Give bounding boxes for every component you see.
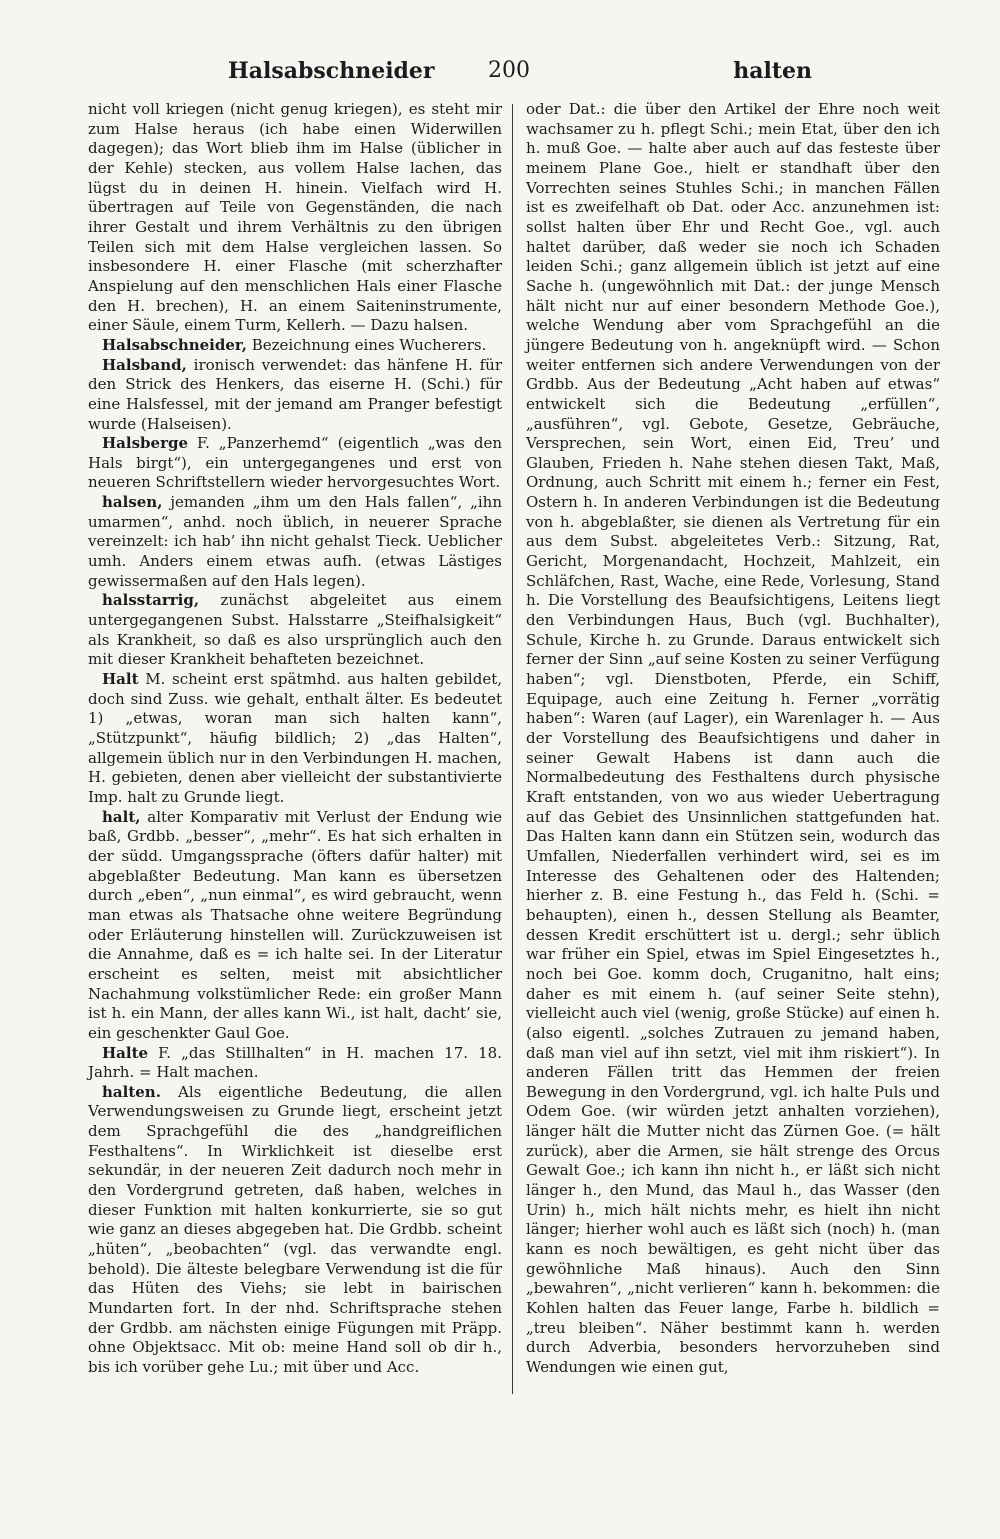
dictionary-entry <box>88 591 502 670</box>
entry-text: F. „das Stillhalten“ in H. machen 17. 18. Jahrh. = Halt machen. <box>88 1043 502 1082</box>
entry-headword: Halsabschneider, <box>102 335 247 354</box>
dictionary-entry <box>88 356 502 435</box>
dictionary-entry <box>88 1083 502 1378</box>
dictionary-entry <box>88 434 502 493</box>
right-column <box>526 100 940 1378</box>
entry-text: jemanden „ihm um den Hals fallen“, „ihn umarmen“, anhd. noch üblich, in neuerer Sprache vereinzelt: ich hab’ ihn nicht gehalst Tieck. Ueblicher umh. Anders einem etwas aufh. (etwas Lästiges gewissermaßen auf den Hals legen). <box>88 493 502 590</box>
header-left-catchword: Halsabschneider <box>228 58 435 84</box>
entry-headword: halsstarrig, <box>102 591 200 610</box>
entry-headword: halt, <box>102 807 141 826</box>
entry-text: oder Dat.: die über den Artikel der Ehre noch weit wachsamer zu h. pflegt Schi.; mein Etat, über den ich h. muß Goe. — halte aber auch auf das festeste über meinem Plane Goe., hielt er standhaft über den Vorrechten seines Stuhles Schi.; in manchen Fällen ist es zweifelhaft ob Dat. oder Acc. anzunehmen ist: sollst halten über Ehr und Recht Goe., vgl. auch haltet darüber, daß weder sie noch ich Schaden leiden Schi.; ganz allgemein üblich ist jetzt auf eine Sache h. (ungewöhnlich mit Dat.: der junge Mensch hält nicht nur auf einer besondern Methode Goe.), welche Wendung aber vom Sprachgefühl an die jüngere Bedeutung von h. angeknüpft wird. — Schon weiter entfernen sich andere Verwendungen von der Grdbb. Aus der Bedeutung „Acht haben auf etwas“ entwickelt sich die Bedeutung „erfüllen“, „ausführen“, vgl. Gebote, Gesetze, Gebräuche, Versprechen, sein Wort, einen Eid, Treu’ und Glauben, Frieden h. Nahe stehen diesen Takt, Maß, Ordnung, auch Schritt mit einem h.; ferner ein Fest, Ostern h. In anderen Verbindungen ist die Bedeutung von h. abgeblaßter, sie dienen als Vertretung für ein aus dem Subst. abgeleitetes Verb.: Sitzung, Rat, Gericht, Morgenandacht, Hochzeit, Mahlzeit, ein Schläfchen, Rast, Wache, eine Rede, Vorlesung, Stand h. Die Vorstellung des Beaufsichtigens, Leitens liegt den Verbindungen Haus, Buch (vgl. Buchhalter), Schule, Kirche h. zu Grunde. Daraus entwickelt sich ferner der Sinn „auf seine Kosten zu seiner Verfügung haben“; vgl. Dienstboten, Pferde, ein Schiff, Equipage, auch eine Zeitung h. Ferner „vorrätig haben“: Waren (auf Lager), ein Warenlager h. — Aus der Vorstellung des Beaufsichtigens und daher in seiner Gewalt Habens ist dann auch die Normalbedeutung des Festhaltens durch physische Kraft entstanden, von wo aus wieder Uebertragung auf das Gebiet des Unsinnlichen stattgefunden hat. Das Halten kann dann ein Stützen sein, wodurch das Umfallen, Niederfallen verhindert wird, sei es im Interesse des Gehaltenen oder des Haltenden; hierher z. B. eine Festung h., das Feld h. (Schi. = behaupten), einen h., dessen Stellung als Beamter, dessen Kredit erschüttert ist u. dergl.; sehr üblich war früher ein Spiel, etwas im Spiel Eingesetztes h., noch bei Goe. komm doch, Cruganitno, halt eins; daher es mit einem h. (auf seiner Seite stehn), vielleicht auch viel (wenig, große Stücke) auf einen h. (also eigentl. „solches Zutrauen zu jemand haben, daß man viel auf ihn setzt, viel mit ihm riskiert“). In anderen Fällen tritt das Hemmen der freien Bewegung in den Vordergrund, vgl. ich halte Puls und Odem Goe. (wir würden jetzt anhalten vorziehen), länger hält die Mutter nicht das Zürnen Goe. (= hält zurück), aber die Armen, sie hält strenge des Orcus Gewalt Goe.; ich kann ihn nicht h., er läßt sich nicht länger h., den Mund, das Maul h., das Wasser (den Urin) h., mich hält nichts mehr, es hielt ihn nicht länger; hierher wohl auch es läßt sich (noch) h. (man kann es noch bewältigen, es geht nicht über das gewöhnliche Maß hinaus). Auch den Sinn „bewahren“, „nicht verlieren“ kann h. bekommen: die Kohlen halten das Feuer lange, Farbe h. bildlich = „treu bleiben“. Näher bestimmt kann h. werden durch Adverbia, besonders hervorzuheben sind Wendungen wie einen gut, <box>526 100 940 1376</box>
entry-headword: halsen, <box>102 493 163 512</box>
dictionary-entry <box>88 336 502 356</box>
entry-text: M. scheint erst spätmhd. aus halten gebildet, doch sind Zuss. wie gehalt, enthalt älter. Es bedeutet 1) „etwas, woran man sich halten kann“, „Stützpunkt“, häufig bildlich; 2) „das Halten“, allgemein üblich nur in den Verbindungen H. machen, H. gebieten, denen aber vielleicht der substantivierte Imp. halt zu Grunde liegt. <box>88 670 502 806</box>
dictionary-entry <box>88 670 502 808</box>
dictionary-entry <box>526 100 940 1378</box>
entry-headword: Halsberge <box>102 434 189 453</box>
page-number: 200 <box>488 58 530 83</box>
running-header <box>88 58 930 88</box>
entry-text: zunächst abgeleitet aus einem untergegangenen Subst. Halsstarre „Steifhalsigkeit“ als Krankheit, so daß es also ursprünglich auch den mit dieser Krankheit behafteten bezeichnet. <box>88 591 502 669</box>
entry-text: F. „Panzerhemd“ (eigentlich „was den Hals birgt“), ein untergegangenes und erst von neueren Schriftstellern wieder hervorgesuchtes Wort. <box>88 434 502 492</box>
entry-text: nicht voll kriegen (nicht genug kriegen), es steht mir zum Halse heraus (ich habe einen Widerwillen dagegen); das Wort blieb ihm im Halse (üblicher in der Kehle) stecken, aus vollem Halse lachen, das lügst du in deinen H. hinein. Vielfach wird H. übertragen auf Teile von Gegenständen, die nach ihrer Gestalt und ihrem Verhältnis zu den übrigen Teilen sich mit dem Halse vergleichen lassen. So insbesondere H. einer Flasche (mit scherzhafter Anspielung auf den menschlichen Hals einer Flasche den H. brechen), H. an einem Saiteninstrumente, einer Säule, einem Turm, Kellerh. — Dazu halsen. <box>88 100 502 335</box>
entry-headword: Halt <box>102 670 139 689</box>
left-column <box>88 100 502 1378</box>
entry-text: Als eigentliche Bedeutung, die allen Verwendungsweisen zu Grunde liegt, erscheint jetzt dem Sprachgefühl die des „handgreiflichen Festhaltens“. In Wirklichkeit ist dieselbe erst sekundär, in der neueren Zeit dadurch noch mehr in den Vordergrund getreten, daß haben, welches in dieser Funktion mit halten konkurrierte, sie so gut wie ganz an dieses abgegeben hat. Die Grdbb. scheint „hüten“, „beobachten“ (vgl. das verwandte engl. behold). Die älteste belegbare Verwendung ist die für das Hüten des Viehs; sie lebt in bairischen Mundarten fort. In der nhd. Schriftsprache stehen der Grdbb. am nächsten einige Fügungen mit Präpp. ohne Objektsacc. Mit ob: meine Hand soll ob dir h., bis ich vorüber gehe Lu.; mit über und Acc. <box>88 1082 502 1376</box>
entry-text: ironisch verwendet: das hänfene H. für den Strick des Henkers, das eiserne H. (Schi.) für eine Halsfessel, mit der jemand am Pranger befestigt wurde (Halseisen). <box>88 355 502 433</box>
entry-text: Bezeichnung eines Wucherers. <box>246 335 487 354</box>
dictionary-entry <box>88 493 502 591</box>
header-right-catchword: halten <box>733 58 812 84</box>
dictionary-entry <box>88 1044 502 1083</box>
dictionary-entry <box>88 808 502 1044</box>
entry-text: alter Komparativ mit Verlust der Endung wie baß, Grdbb. „besser“, „mehr“. Es hat sich erhalten in der südd. Umgangssprache (öfters dafür halter) mit abgeblaßter Bedeutung. Man kann es übersetzen durch „eben“, „nun einmal“, es wird gebraucht, wenn man etwas als Thatsache ohne weitere Begründung oder Erläuterung hinstellen will. Zurückzuweisen ist die Annahme, daß es = ich halte sei. In der Literatur erscheint es selten, meist mit absichtlicher Nachahmung volkstümlicher Rede: ein großer Mann ist h. ein Mann, der alles kann Wi., ist halt, dacht’ sie, ein geschenkter Gaul Goe. <box>88 807 502 1042</box>
entry-headword: Halsband, <box>102 355 187 374</box>
entry-headword: halten. <box>102 1082 161 1101</box>
dictionary-entry <box>88 100 502 336</box>
column-divider <box>512 104 513 1394</box>
entry-headword: Halte <box>102 1043 149 1062</box>
